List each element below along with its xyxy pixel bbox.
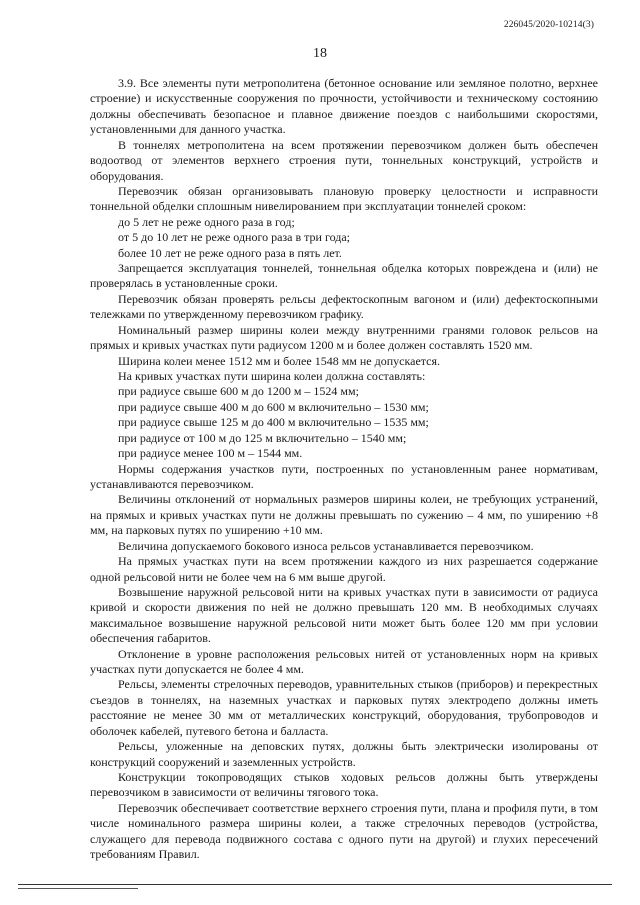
paragraph: Конструкции токопроводящих стыков ходовых рельсов должны быть утверждены перевозчиком в зависимости от величины тягового тока. <box>90 769 598 800</box>
list-item: при радиусе свыше 600 м до 1200 м – 1524 мм; <box>118 384 359 399</box>
list-item: до 5 лет не реже одного раза в год; <box>118 214 295 229</box>
paragraph: Перевозчик обязан организовывать плановую проверку целостности и исправности тоннельной обделки сплошным нивелированием при эксплуатации тоннелей сроком: <box>90 183 598 214</box>
paragraph: Величина допускаемого бокового износа рельсов устанавливается перевозчиком. <box>118 538 534 553</box>
paragraph: Возвышение наружной рельсовой нити на кривых участках пути в зависимости от радиуса кривой и скорости движения по ней не должно превышать 120 мм. В необходимых случаях максимальное возвышение наружной рельсовой нити может быть более 120 мм при условии обеспечения габаритов. <box>90 584 598 646</box>
paragraph: В тоннелях метрополитена на всем протяжении перевозчиком должен быть обеспечен водоотвод от элементов верхнего строения пути, тоннельных конструкций, устройств и оборудования. <box>90 137 598 183</box>
paragraph: Величины отклонений от нормальных размеров ширины колеи, не требующих устранений, на прямых и кривых участках пути не должны превышать по сужению – 4 мм, по уширению +8 мм, на парковых путях по уширению +10 мм. <box>90 492 598 538</box>
document-body <box>90 76 598 863</box>
page-number: 18 <box>313 46 327 61</box>
list-item: при радиусе менее 100 м – 1544 мм. <box>118 446 303 461</box>
bottom-scan-edge-2 <box>18 888 138 889</box>
paragraph: Рельсы, уложенные на деповских путях, должны быть электрически изолированы от конструкций сооружений и заземленных устройств. <box>90 739 598 769</box>
paragraph: Перевозчик обязан проверять рельсы дефектоскопным вагоном и (или) дефектоскопными тележками по утвержденному перевозчиком графику. <box>90 291 598 322</box>
paragraph: На прямых участках пути на всем протяжении каждого из них разрешается содержание одной рельсовой нити не более чем на 6 мм выше другой. <box>90 554 598 584</box>
paragraph: Запрещается эксплуатация тоннелей, тоннельная обделка которых повреждена и (или) не проверялась в установленные сроки. <box>90 261 598 291</box>
bottom-scan-edge <box>18 884 612 885</box>
paragraph: 3.9. Все элементы пути метрополитена (бетонное основание или земляное полотно, верхнее строение) и искусственные сооружения по прочности, устойчивости и техническому состоянию должны обеспечивать безопасное и плавное движение поездов с наибольшими скоростями, установленными для данного участка. <box>90 76 598 137</box>
paragraph: Перевозчик обеспечивает соответствие верхнего строения пути, плана и профиля пути, в том числе номинального размера ширины колеи, а также стрелочных переводов (устройства, служащего для перевода подвижного состава с одного пути на другой) и глухих пересечений требованиям Правил. <box>90 800 598 862</box>
list-item: от 5 до 10 лет не реже одного раза в три года; <box>118 230 351 245</box>
paragraph: Отклонение в уровне расположения рельсовых нитей от установленных норм на кривых участках пути допускается не более 4 мм. <box>90 646 598 677</box>
list-item: при радиусе от 100 м до 125 м включительно – 1540 мм; <box>118 430 407 445</box>
list-item: На кривых участках пути ширина колеи должна составлять: <box>118 369 426 384</box>
list-item: при радиусе свыше 400 м до 600 м включительно – 1530 мм; <box>118 399 429 414</box>
list-item: более 10 лет не реже одного раза в пять лет. <box>118 245 342 260</box>
paragraph: Рельсы, элементы стрелочных переводов, уравнительных стыков (приборов) и перекрестных съездов в тоннелях, на наземных участках и парковых путях электродепо должны иметь расстояние не менее 30 мм от металлических конструкций, оборудования, трубопроводов и оболочек кабелей, путевого бетона и балласта. <box>90 677 598 738</box>
paragraph: Номинальный размер ширины колеи между внутренними гранями головок рельсов на прямых и кривых участках пути радиусом 1200 м и более должен составлять 1520 мм. <box>90 322 598 353</box>
document-number: 226045/2020-10214(3) <box>503 20 594 30</box>
paragraph: Нормы содержания участков пути, построенных по установленным ранее нормативам, устанавливаются перевозчиком. <box>90 461 598 491</box>
list-item: Ширина колеи менее 1512 мм и более 1548 мм не допускается. <box>118 353 441 368</box>
list-item: при радиусе свыше 125 м до 400 м включительно – 1535 мм; <box>118 415 429 430</box>
